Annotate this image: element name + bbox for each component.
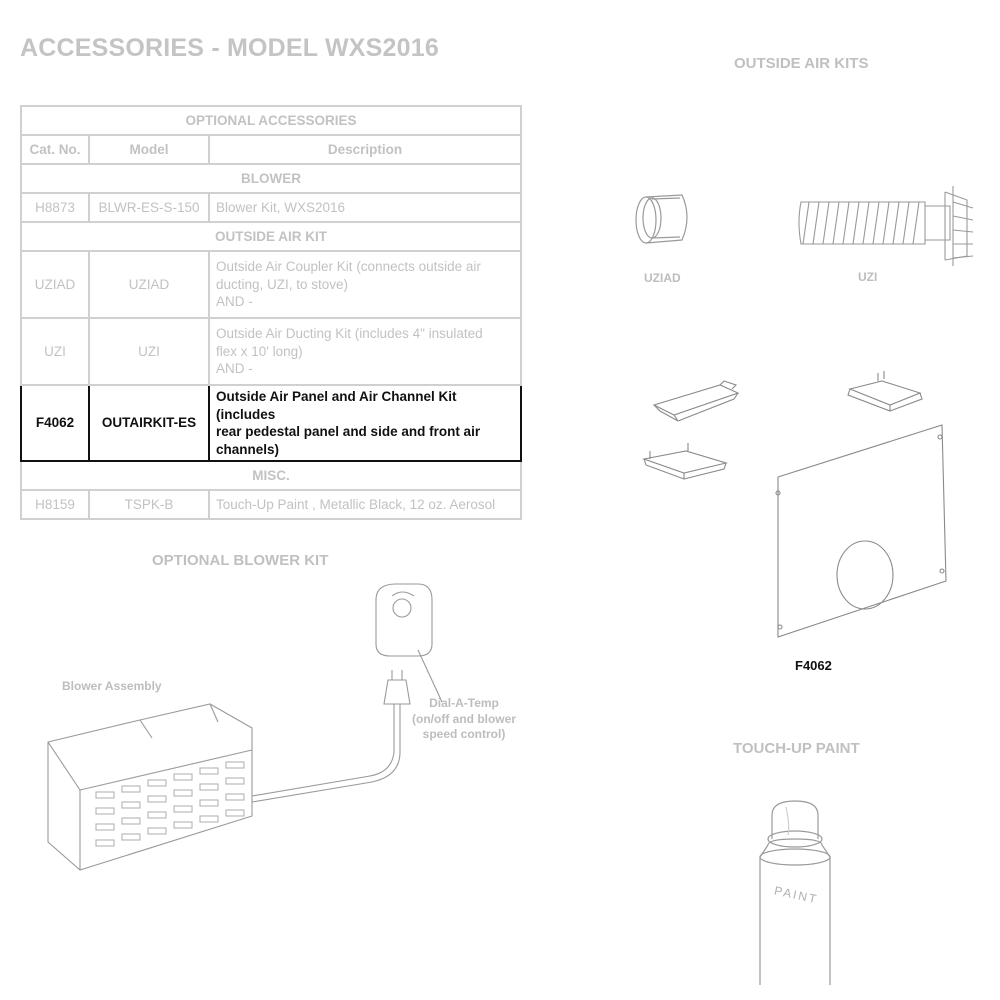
- uzi-ducting-illustration: [795, 182, 980, 272]
- dial-a-temp-line: (on/off and blower: [412, 711, 516, 726]
- dial-a-temp-label: [404, 696, 524, 743]
- description-cell: [209, 385, 521, 461]
- cat-no-cell: UZI: [21, 318, 89, 385]
- description-line: Outside Air Ducting Kit (includes 4" insulated: [216, 326, 483, 342]
- header-description: Description: [209, 135, 521, 164]
- table-row-highlighted: [21, 385, 521, 461]
- description-line: Touch-Up Paint , Metallic Black, 12 oz. Aerosol: [216, 496, 496, 512]
- description-line: flex x 10' long): [216, 343, 303, 359]
- section-outside-air-kit: OUTSIDE AIR KIT: [21, 222, 521, 251]
- section-row-outside-air-kit: [21, 222, 521, 251]
- uziad-coupler-illustration: [630, 190, 700, 250]
- table-row: [21, 490, 521, 519]
- model-cell: UZIAD: [89, 251, 209, 318]
- table-title: OPTIONAL ACCESSORIES: [21, 106, 521, 135]
- page-title: ACCESSORIES - MODEL WXS2016: [20, 34, 439, 62]
- f4062-panel-kit-illustration: [640, 365, 960, 655]
- f4062-caption: F4062: [795, 658, 832, 673]
- description-cell: [209, 193, 521, 222]
- description-line: Outside Air Coupler Kit (connects outside air: [216, 259, 481, 275]
- cat-no-cell: H8159: [21, 490, 89, 519]
- description-cell: [209, 318, 521, 385]
- optional-blower-kit-heading: OPTIONAL BLOWER KIT: [152, 552, 329, 569]
- table-title-row: [21, 106, 521, 135]
- model-cell: TSPK-B: [89, 490, 209, 519]
- table-header-row: [21, 135, 521, 164]
- outside-air-kits-heading: OUTSIDE AIR KITS: [734, 55, 869, 72]
- uziad-caption: UZIAD: [644, 271, 681, 285]
- description-cell: [209, 490, 521, 519]
- model-cell: OUTAIRKIT-ES: [89, 385, 209, 461]
- section-row-misc: [21, 461, 521, 490]
- table-row: [21, 251, 521, 318]
- section-blower: BLOWER: [21, 164, 521, 193]
- table-row: [21, 318, 521, 385]
- cat-no-cell: H8873: [21, 193, 89, 222]
- description-line: channels): [216, 441, 280, 457]
- description-cell: [209, 251, 521, 318]
- blower-assembly-label: Blower Assembly: [62, 679, 162, 693]
- description-line: rear pedestal panel and side and front air: [216, 424, 481, 440]
- description-line: AND -: [216, 361, 253, 377]
- cat-no-cell: F4062: [21, 385, 89, 461]
- uzi-caption: UZI: [858, 270, 878, 284]
- table-row: [21, 193, 521, 222]
- header-model: Model: [89, 135, 209, 164]
- cat-no-cell: UZIAD: [21, 251, 89, 318]
- description-line: Outside Air Panel and Air Channel Kit (includes: [216, 389, 457, 422]
- touch-up-paint-heading: TOUCH-UP PAINT: [733, 740, 860, 757]
- section-row-blower: [21, 164, 521, 193]
- section-misc: MISC.: [21, 461, 521, 490]
- description-line: ducting, UZI, to stove): [216, 276, 349, 292]
- dial-a-temp-line: speed control): [422, 727, 506, 742]
- model-cell: UZI: [89, 318, 209, 385]
- accessories-table: [20, 105, 522, 520]
- description-line: AND -: [216, 294, 253, 310]
- dial-a-temp-line: Dial-A-Temp: [429, 696, 499, 710]
- description-line: Blower Kit, WXS2016: [216, 199, 346, 215]
- paint-can-label: PAINT: [773, 883, 820, 907]
- header-cat-no: Cat. No.: [21, 135, 89, 164]
- model-cell: BLWR-ES-S-150: [89, 193, 209, 222]
